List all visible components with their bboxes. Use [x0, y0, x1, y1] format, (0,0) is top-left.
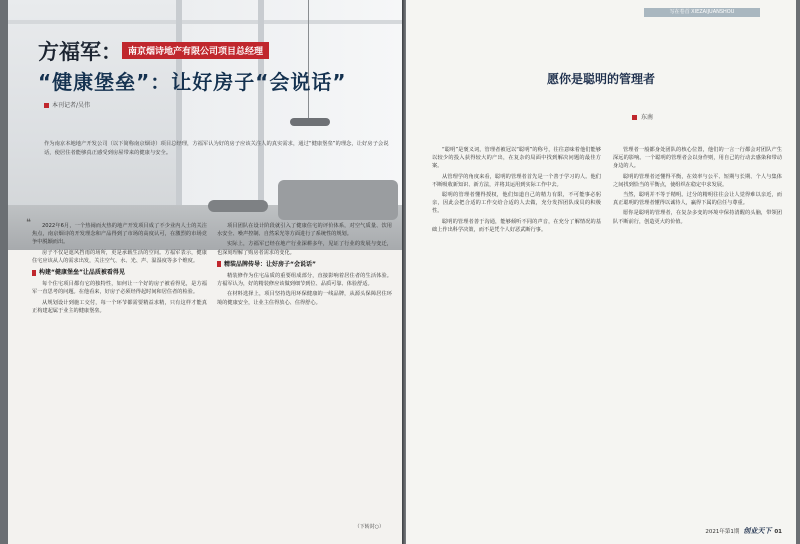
- subheading-marker-icon: [217, 261, 221, 267]
- page-footer: [705, 526, 782, 536]
- byline-text: 本刊记者/吴伟: [52, 102, 91, 109]
- paragraph: 精装修作为住宅品质的重要组成部分，直接影响着居住者的生活体验。方福军认为，好的精装修应该做到细节到位、品质可靠、体验舒适。: [217, 273, 392, 288]
- left-body-columns: [32, 222, 392, 522]
- author-marker-icon: [632, 115, 637, 120]
- paragraph: “聪明”是褒义词，管理者被冠以“聪明”的称号，往往意味着他们能够以较少的投入获得较大的产出，在复杂的局面中找到解决问题的最佳方案。: [432, 147, 601, 170]
- editorial-author: 东南: [632, 112, 653, 121]
- paragraph: 房子不仅是遮风挡雨的场所，更是承载生活的空间。方福军表示，健康住宅应该从人的需求出发，关注空气、水、光、声、温湿度等多个维度。: [32, 249, 207, 264]
- subheading: 精装品牌传导：让好房子“会说话”: [217, 261, 392, 269]
- left-body-column-1: [32, 222, 207, 522]
- right-body-column-2: [613, 146, 782, 516]
- continued-note: （下转封○）: [354, 524, 384, 530]
- column-tag: 写在卷首 XIEZAIJUANSHOU: [644, 8, 760, 17]
- paragraph: 从规划设计到施工交付，每一个环节都需要精益求精，只有这样才能真正构建起属于业主的健康堡垒。: [32, 299, 207, 314]
- paragraph: 项目团队在设计阶段就引入了健康住宅的评价体系，对空气质量、饮用水安全、噪声控制、自然采光等方面进行了系统性的规划。: [217, 223, 392, 238]
- paragraph: 聪明的管理者还懂得平衡，在效率与公平、短期与长期、个人与集体之间找到恰当的平衡点，使组织在稳定中求发展。: [613, 173, 782, 188]
- article-lead: 作为南京本地地产开发公司（以下简称南京烟诗）项目总经理，方福军认为好的房子应该关注人的真实需求，通过“健康堡垒”的理念，让好房子会说话，使居住者能够真正感受到房屋带来的健康与安全。: [44, 141, 389, 156]
- right-body-columns: [432, 146, 782, 516]
- paragraph: 愿你是聪明的管理者，在复杂多变的环境中保持清醒的头脑，带领团队不断前行，创造更大的价值。: [613, 210, 782, 225]
- paragraph: 管理者一般都身处团队的核心位置，他们的一言一行都会对团队产生深远的影响。一个聪明的管理者会以身作则，用自己的行动去感染和带动身边的人。: [613, 147, 782, 170]
- paragraph: 每个住宅项目都有它的独特性，如何让一个好的房子被看得见，是方福军一直思考的问题。在他看来，好房子必须经得起时间和居住者的检验。: [32, 281, 207, 296]
- left-page: [8, 0, 402, 544]
- paragraph: 聪明的管理者懂得授权，他们知道自己的精力有限，不可能事必躬亲，因此会把合适的工作交给合适的人去做，充分发挥团队成员的积极性。: [432, 192, 601, 215]
- article-byline: [44, 100, 90, 109]
- paragraph: 当然，聪明并不等于精明。过分的精明往往会让人觉得难以亲近，而真正聪明的管理者懂得以诚待人，赢得下属的信任与尊重。: [613, 192, 782, 207]
- person-title-badge: 南京烟诗地产有限公司项目总经理: [122, 42, 269, 59]
- footer-magazine-name: 创业天下: [743, 527, 772, 535]
- person-name: 方福军：: [38, 40, 122, 64]
- paragraph: 在材料选择上，项目坚持选用环保健康的一线品牌，从源头保障居住环境的健康安全，让业主住得放心、住得舒心。: [217, 291, 392, 306]
- paragraph: 从管理学的角度来看，聪明的管理者首先是一个善于学习的人。他们不断吸收新知识、新方法，并将其运用到实际工作中去。: [432, 173, 601, 188]
- right-body-column-1: [432, 146, 601, 516]
- quote-mark-icon: ❝: [26, 218, 31, 228]
- byline-marker-icon: [44, 103, 49, 108]
- right-page: [406, 0, 796, 544]
- footer-issue: 2021年第1期: [705, 529, 740, 535]
- article-headline: “健康堡垒”：让好房子“会说话”: [38, 70, 347, 94]
- left-body-column-2: [217, 222, 392, 522]
- subheading: 构建“健康堡垒”让品质被看得见: [32, 269, 207, 277]
- footer-page-number: 01: [774, 529, 782, 535]
- paragraph: 2022年6月，一个热闹而火热的地产开发项目成了不少业内人士的关注焦点，南京烟诗的开发理念和产品得到了市场的高度认可，在激烈的市场竞争中脱颖而出。: [32, 223, 207, 246]
- subheading-marker-icon: [32, 270, 36, 276]
- paragraph: 实际上，方福军已经在地产行业深耕多年，见证了行业的发展与变迁，也深刻理解了购房者需求的变化。: [217, 241, 392, 256]
- paragraph: 聪明的管理者善于沟通，能够倾听不同的声音，在充分了解情况的基础上作出科学决策，而不是凭个人好恶武断行事。: [432, 218, 601, 233]
- editorial-title: 愿你是聪明的管理者: [546, 72, 655, 86]
